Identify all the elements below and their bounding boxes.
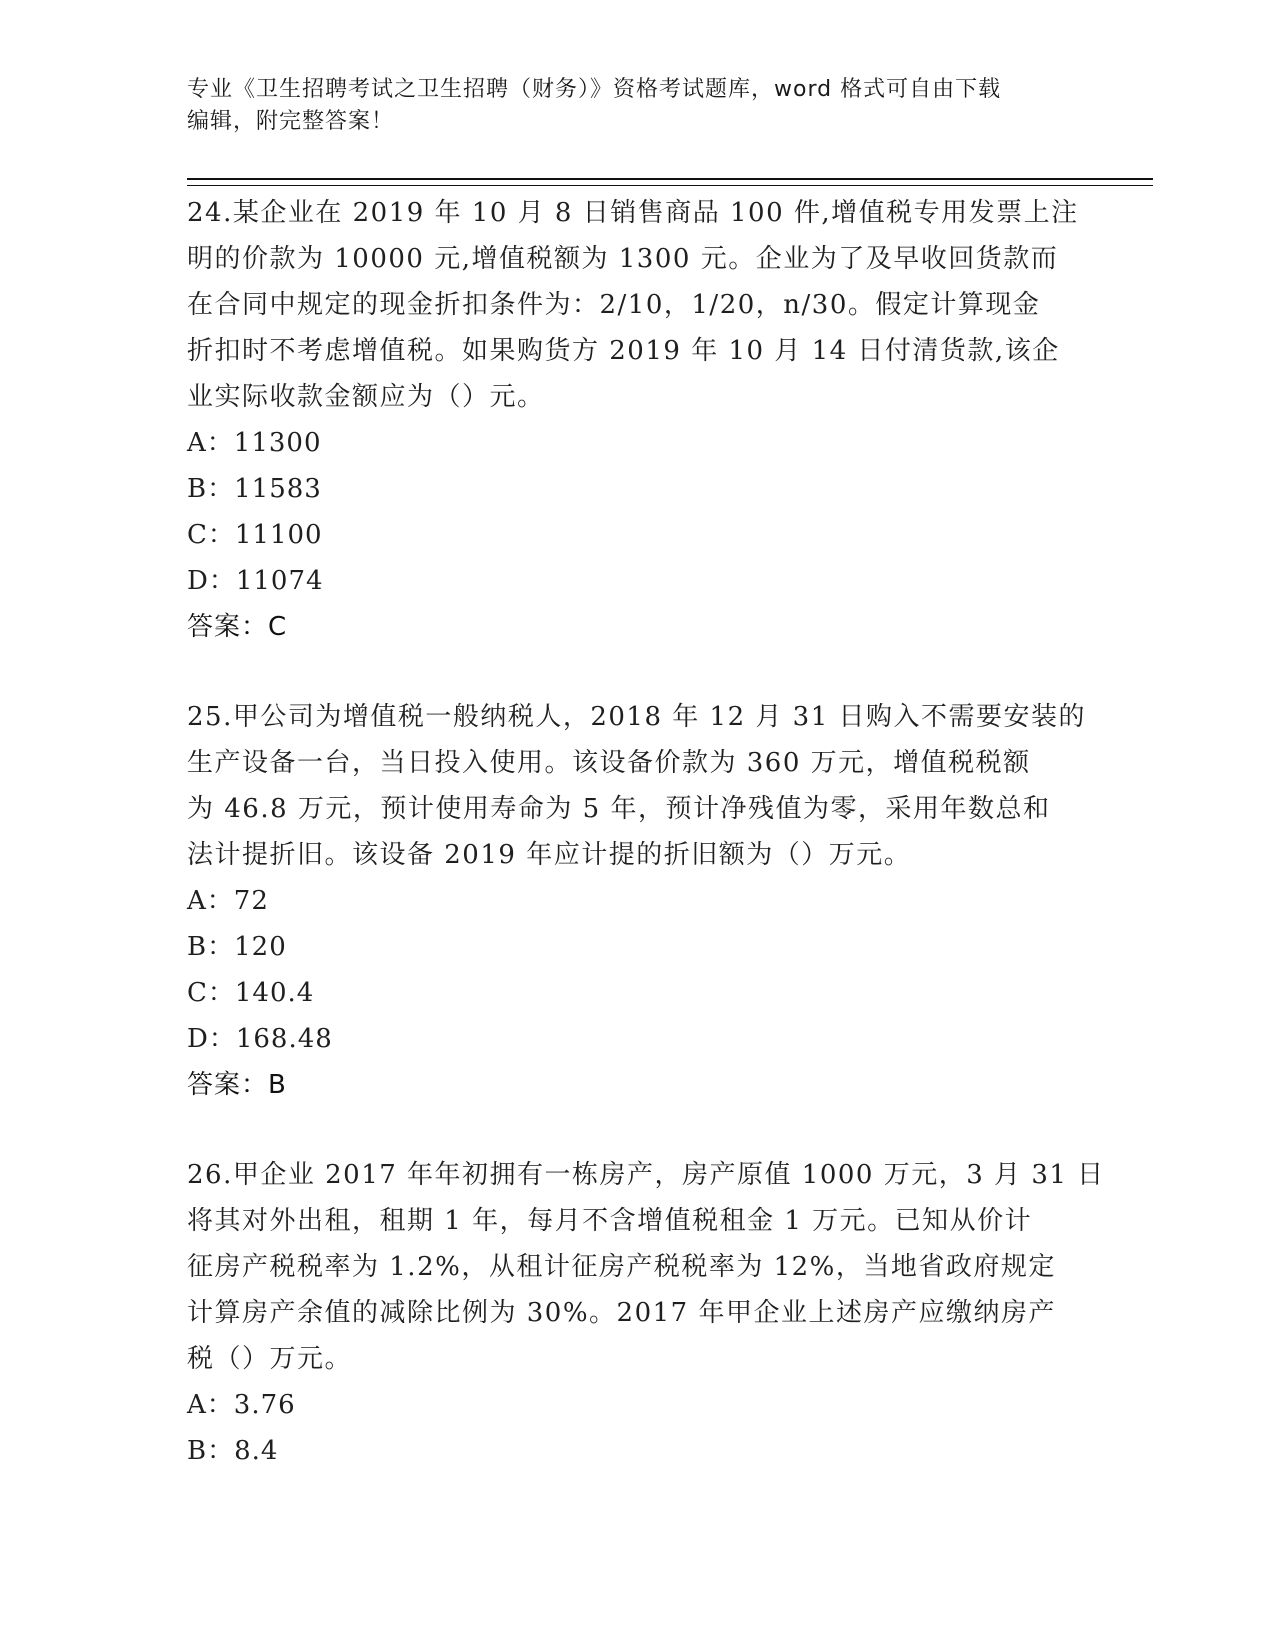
question-spacer [187, 1108, 1087, 1152]
option-c: C：140.4 [187, 978, 315, 1008]
header-divider-thin [187, 185, 1153, 186]
question-stem-line: 24.某企业在 2019 年 10 月 8 日销售商品 100 件,增值税专用发票上注 [187, 198, 1079, 228]
question-stem-line: 生产设备一台，当日投入使用。该设备价款为 360 万元，增值税税额 [187, 748, 1031, 778]
question-stem-line: 25.甲公司为增值税一般纳税人，2018 年 12 月 31 日购入不需要安装的 [187, 702, 1087, 732]
question-stem-line: 计算房产余值的减除比例为 30%。2017 年甲企业上述房产应缴纳房产 [187, 1298, 1056, 1328]
question-stem-line: 为 46.8 万元，预计使用寿命为 5 年，预计净残值为零，采用年数总和 [187, 794, 1051, 824]
question-stem-line: 业实际收款金额应为（）元。 [187, 382, 545, 412]
question-list [187, 190, 1105, 1474]
option-a: A：11300 [187, 428, 322, 458]
option-a: A：3.76 [187, 1390, 296, 1420]
option-a: A：72 [187, 886, 269, 916]
question-stem-line: 税（）万元。 [187, 1344, 353, 1374]
question-24 [187, 190, 1087, 650]
answer-label: 答案：C [187, 612, 288, 642]
header-line-2: 编辑，附完整答案！ [187, 109, 395, 134]
option-b: B：120 [187, 932, 287, 962]
question-spacer [187, 650, 1087, 694]
answer-label: 答案：B [187, 1070, 287, 1100]
question-stem-line: 法计提折旧。该设备 2019 年应计提的折旧额为（）万元。 [187, 840, 912, 870]
question-25 [187, 694, 1087, 1108]
question-stem-line: 折扣时不考虑增值税。如果购货方 2019 年 10 月 14 日付清货款,该企 [187, 336, 1060, 366]
question-stem-line: 征房产税税率为 1.2%，从租计征房产税税率为 12%，当地省政府规定 [187, 1252, 1056, 1282]
header-line-1: 专业《卫生招聘考试之卫生招聘（财务）》资格考试题库，word 格式可自由下载 [187, 77, 1002, 102]
option-c: C：11100 [187, 520, 323, 550]
option-b: B：8.4 [187, 1436, 279, 1466]
header-divider-thick [187, 178, 1153, 180]
option-b: B：11583 [187, 474, 322, 504]
option-d: D：168.48 [187, 1024, 333, 1054]
question-26 [187, 1152, 1105, 1474]
question-stem-line: 26.甲企业 2017 年年初拥有一栋房产，房产原值 1000 万元，3 月 31 日 [187, 1160, 1105, 1190]
question-stem-line: 在合同中规定的现金折扣条件为：2/10，1/20，n/30。假定计算现金 [187, 290, 1041, 320]
page-header [187, 74, 1087, 138]
question-stem-line: 将其对外出租，租期 1 年，每月不含增值税租金 1 万元。已知从价计 [187, 1206, 1033, 1236]
option-d: D：11074 [187, 566, 324, 596]
question-stem-line: 明的价款为 10000 元,增值税额为 1300 元。企业为了及早收回货款而 [187, 244, 1059, 274]
